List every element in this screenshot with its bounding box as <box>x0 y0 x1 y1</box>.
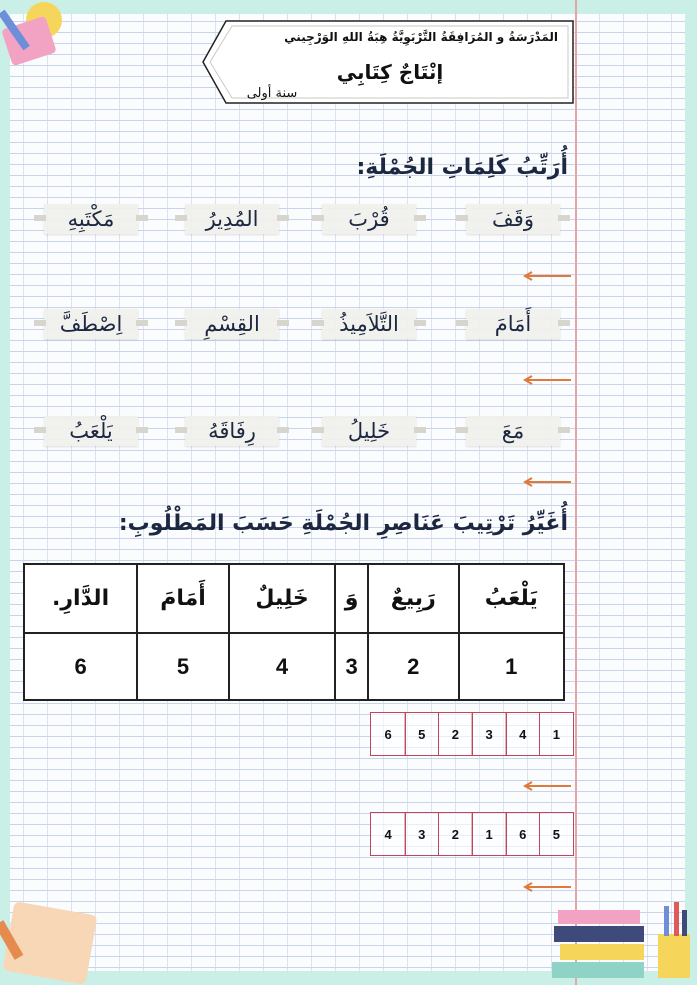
answer-line-arrow-icon <box>522 271 572 281</box>
answer-line-arrow-icon <box>522 882 572 892</box>
page-title: إنْتَاجٌ كِتَابِي <box>336 60 444 84</box>
answer-line-arrow-icon <box>522 477 572 487</box>
order-cell: 2 <box>438 712 473 756</box>
answer-line-arrow-icon <box>522 781 572 791</box>
word-card: مَعَ <box>466 416 560 446</box>
order-cell: 1 <box>539 712 574 756</box>
table-cell-number: 6 <box>24 633 137 700</box>
table-cell-number: 4 <box>229 633 335 700</box>
order-cell: 6 <box>370 712 405 756</box>
table-row <box>24 564 564 633</box>
table-cell-word: رَبِيعٌ <box>368 564 459 633</box>
word-card: المُدِيرُ <box>185 204 279 234</box>
grade-level: سنة أولى <box>246 86 298 101</box>
table-cell-number: 5 <box>137 633 229 700</box>
word-card: قُرْبَ <box>322 204 416 234</box>
books-decoration-icon <box>550 900 697 985</box>
margin-line <box>575 0 577 985</box>
word-card: القِسْمِ <box>185 309 279 339</box>
word-card: خَلِيلُ <box>322 416 416 446</box>
order-cell: 6 <box>505 812 540 856</box>
word-card: مَكْتَبِهِ <box>44 204 138 234</box>
page-frame-top <box>0 0 697 14</box>
table-cell-word: الدَّارِ. <box>24 564 137 633</box>
page-frame-right <box>685 0 697 985</box>
order-cell: 2 <box>438 812 473 856</box>
table-cell-word: وَ <box>335 564 368 633</box>
order-cell: 5 <box>404 712 439 756</box>
word-card: اِصْطَفَّ <box>44 309 138 339</box>
table-cell-number: 1 <box>459 633 564 700</box>
stationery-decoration-icon <box>0 0 70 75</box>
order-cell: 1 <box>471 812 506 856</box>
order-grid-2 <box>372 812 574 856</box>
order-cell: 3 <box>471 712 506 756</box>
sentence-table <box>23 563 565 701</box>
word-card: رِفَاقَهُ <box>185 416 279 446</box>
table-cell-number: 2 <box>368 633 459 700</box>
table-cell-word: يَلْعَبُ <box>459 564 564 633</box>
word-card: أَمَامَ <box>466 309 560 339</box>
notepad-decoration-icon <box>0 900 100 985</box>
word-card: يَلْعَبُ <box>44 416 138 446</box>
table-cell-word: خَلِيلٌ <box>229 564 335 633</box>
order-cell: 5 <box>539 812 574 856</box>
page-frame-left <box>0 0 10 985</box>
table-cell-number: 3 <box>335 633 368 700</box>
word-card: التَّلاَمِيذُ <box>322 309 416 339</box>
order-cell: 4 <box>505 712 540 756</box>
answer-line-arrow-icon <box>522 375 572 385</box>
word-card: وَقَفَ <box>466 204 560 234</box>
table-cell-word: أَمَامَ <box>137 564 229 633</box>
order-cell: 4 <box>370 812 405 856</box>
section1-heading: أُرَتِّبُ كَلِمَاتِ الجُمْلَةِ: <box>356 155 568 180</box>
table-row <box>24 633 564 700</box>
order-grid-1 <box>372 712 574 756</box>
school-name: المَدْرَسَةُ و المُرَافِقَةُ التَّرْبَوِيَّةُ هِبَةُ اللهِ الوَرْجِيني <box>284 30 558 44</box>
order-cell: 3 <box>404 812 439 856</box>
section2-heading: أُغَيِّرُ تَرْتِيبَ عَنَاصِرِ الجُمْلَةِ حَسَبَ المَطْلُوبِ: <box>118 511 568 536</box>
